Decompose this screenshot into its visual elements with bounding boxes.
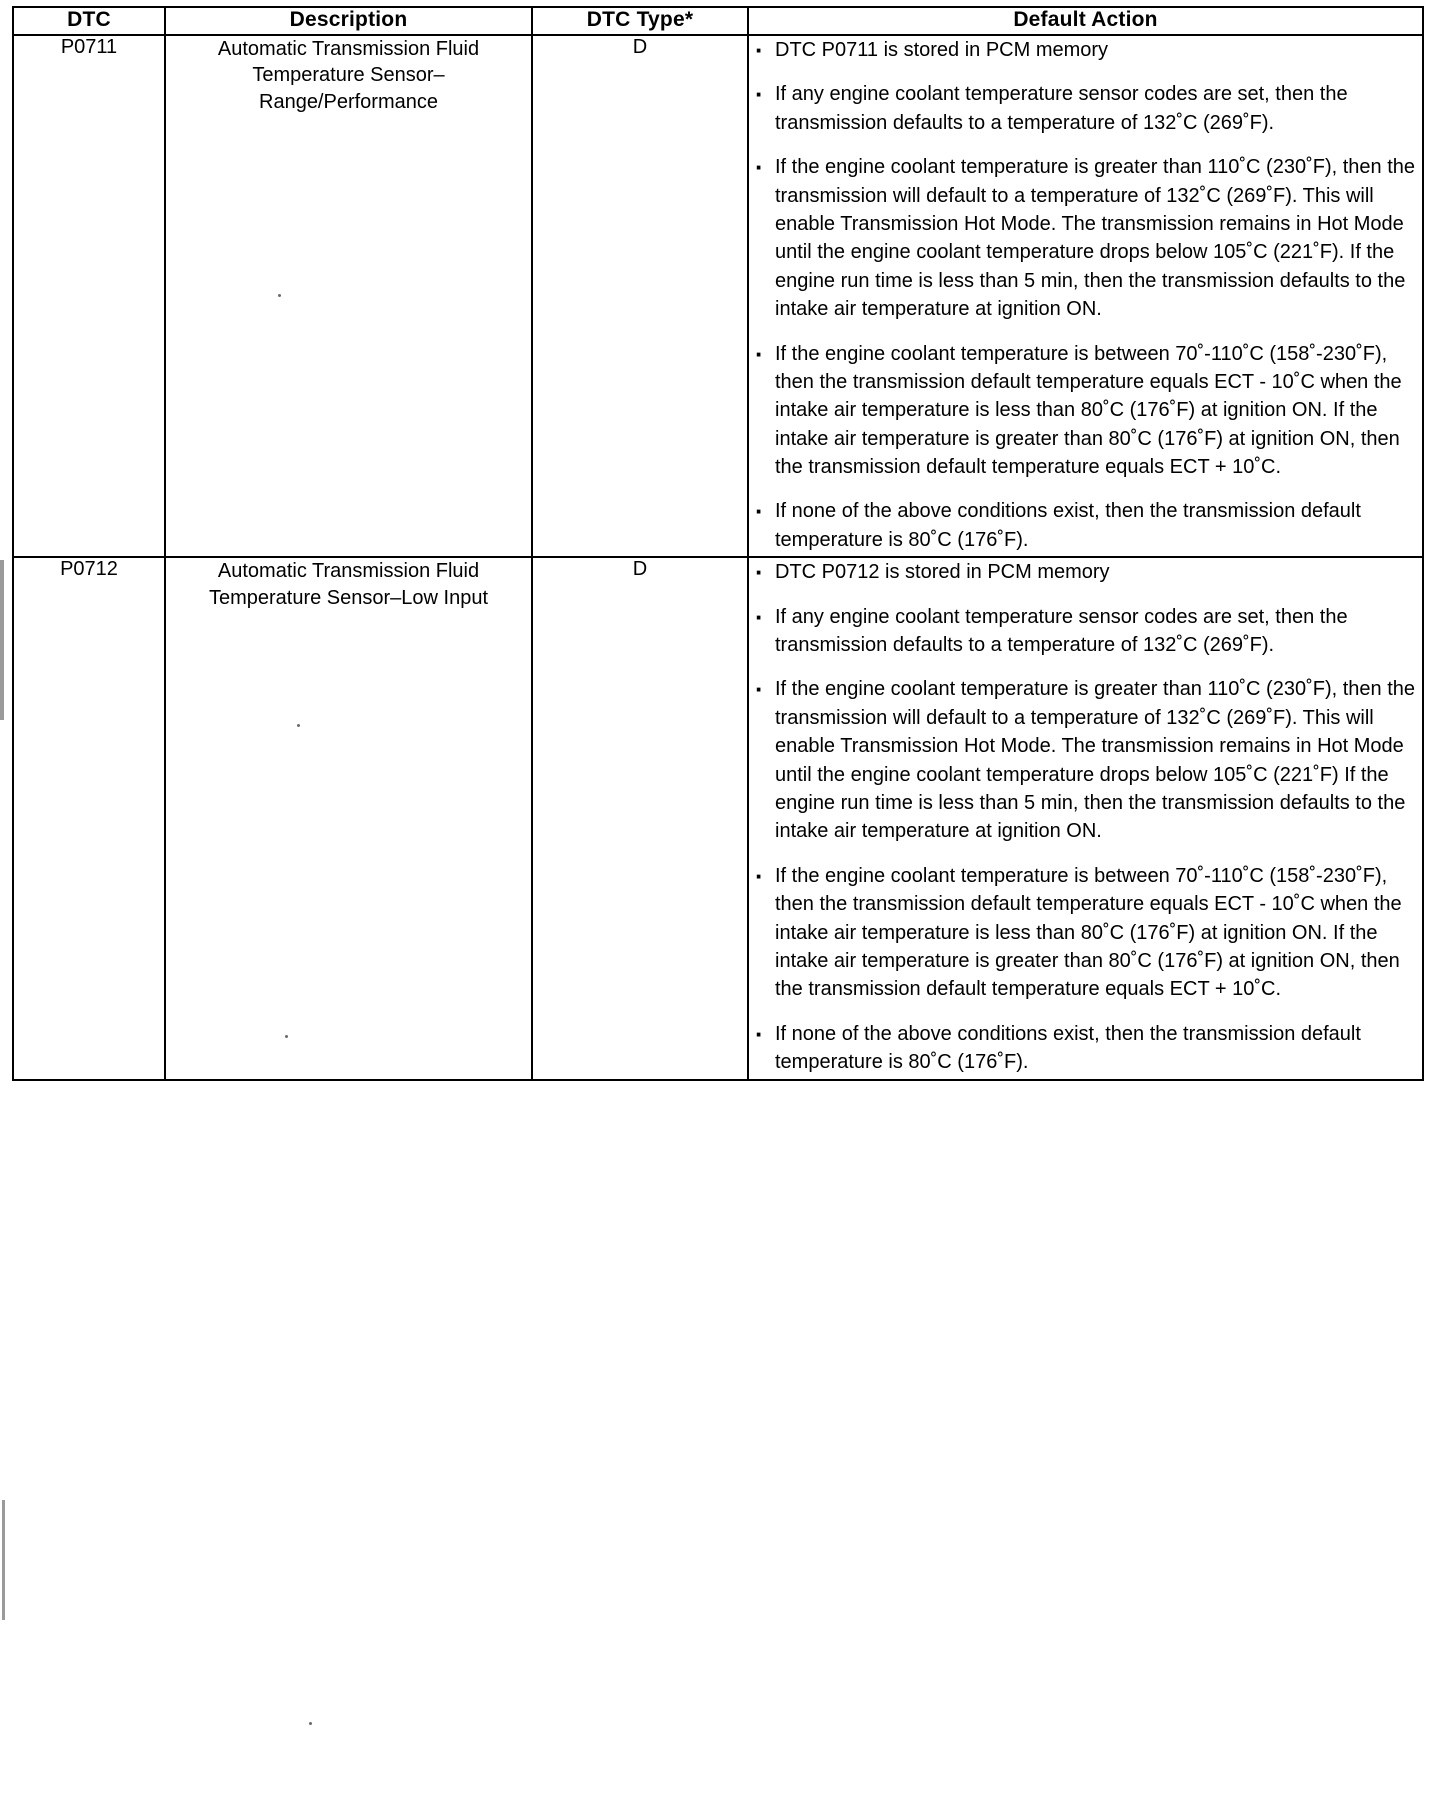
table-header-row [13, 7, 1423, 35]
scan-artifact-dot [309, 1722, 312, 1725]
column-header-dtc: DTC [13, 7, 165, 35]
column-header-default-action: Default Action [748, 7, 1423, 35]
scan-edge-mark [2, 1500, 5, 1620]
list-item: · DTC P0711 is stored in PCM memory [749, 36, 1422, 64]
cell-description: Automatic Transmission Fluid Temperature Sensor–Low Input [165, 557, 532, 1079]
list-item: · DTC P0712 is stored in PCM memory [749, 558, 1422, 586]
table-row [13, 35, 1423, 557]
table-row [13, 557, 1423, 1079]
cell-default-action [748, 557, 1423, 1079]
scan-artifact-dot [297, 724, 300, 727]
cell-dtc-code: P0711 [13, 35, 165, 557]
scan-artifact-dot [285, 1035, 288, 1038]
list-item: · If the engine coolant temperature is between 70˚-110˚C (158˚-230˚F), then the transmission default temperature equals ECT - 10˚C when the intake air temperature is less than 80˚C (176˚F) at ignition ON. If the intake air temperature is greater than 80˚C (176˚F) at ignition ON, then the transmission default temperature equals ECT + 10˚C. [749, 862, 1422, 1004]
cell-dtc-type: D [532, 557, 748, 1079]
list-item: · If none of the above conditions exist, then the transmission default temperature is 80˚C (176˚F). [749, 497, 1422, 554]
list-item: · If none of the above conditions exist, then the transmission default temperature is 80˚C (176˚F). [749, 1020, 1422, 1077]
list-item: · If any engine coolant temperature sensor codes are set, then the transmission defaults to a temperature of 132˚C (269˚F). [749, 80, 1422, 137]
cell-dtc-code: P0712 [13, 557, 165, 1079]
scan-artifact-dot [278, 294, 281, 297]
list-item: · If the engine coolant temperature is between 70˚-110˚C (158˚-230˚F), then the transmission default temperature equals ECT - 10˚C when the intake air temperature is less than 80˚C (176˚F) at ignition ON. If the intake air temperature is greater than 80˚C (176˚F) at ignition ON, then the transmission default temperature equals ECT + 10˚C. [749, 340, 1422, 482]
dtc-default-action-table [12, 6, 1424, 1081]
default-action-list [749, 36, 1422, 554]
list-item: · If any engine coolant temperature sensor codes are set, then the transmission defaults to a temperature of 132˚C (269˚F). [749, 603, 1422, 660]
list-item: · If the engine coolant temperature is greater than 110˚C (230˚F), then the transmission will default to a temperature of 132˚C (269˚F). This will enable Transmission Hot Mode. The transmission remains in Hot Mode until the engine coolant temperature drops below 105˚C (221˚F) If the engine run time is less than 5 min, then the transmission defaults to the intake air temperature at ignition ON. [749, 675, 1422, 845]
scan-edge-mark [0, 560, 4, 720]
column-header-description: Description [165, 7, 532, 35]
cell-default-action [748, 35, 1423, 557]
default-action-list [749, 558, 1422, 1076]
list-item: · If the engine coolant temperature is greater than 110˚C (230˚F), then the transmission will default to a temperature of 132˚C (269˚F). This will enable Transmission Hot Mode. The transmission remains in Hot Mode until the engine coolant temperature drops below 105˚C (221˚F). If the engine run time is less than 5 min, then the transmission defaults to the intake air temperature at ignition ON. [749, 153, 1422, 323]
cell-dtc-type: D [532, 35, 748, 557]
cell-description: Automatic Transmission Fluid Temperature Sensor–Range/Performance [165, 35, 532, 557]
column-header-dtc-type: DTC Type* [532, 7, 748, 35]
